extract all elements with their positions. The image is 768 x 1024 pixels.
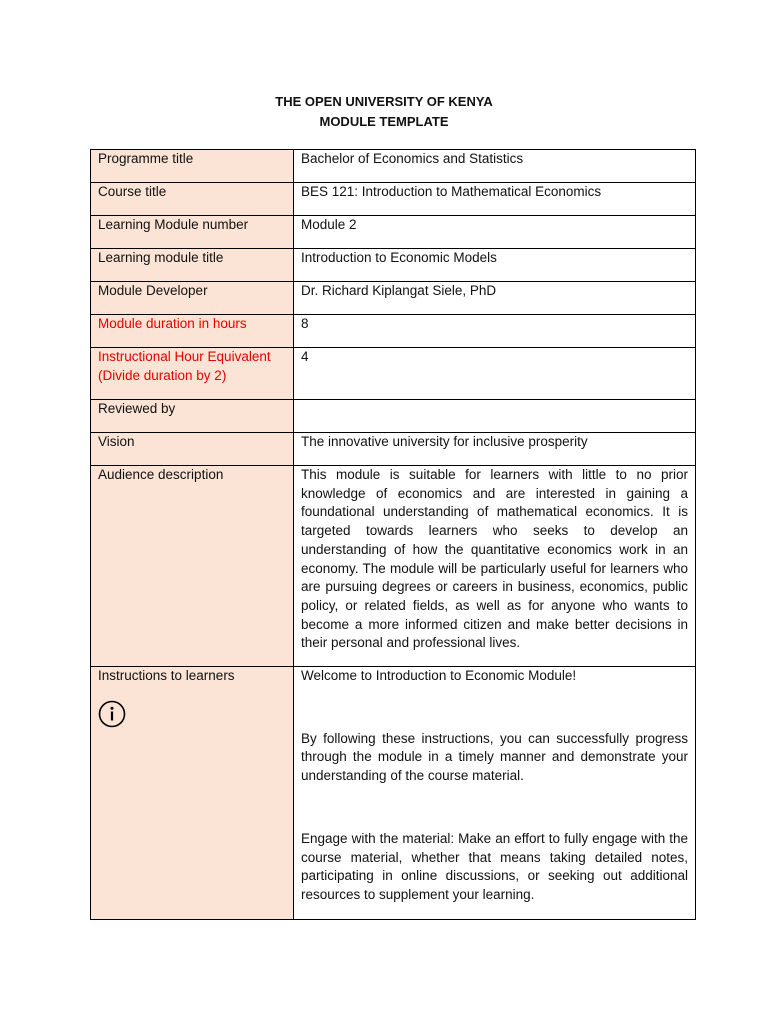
duration-value: 8 [294, 315, 696, 348]
table-row [91, 315, 696, 348]
table-row [91, 667, 696, 920]
audience-description-label: Audience description [91, 466, 294, 667]
instructions-label-cell [91, 667, 294, 920]
course-title-label: Course title [91, 183, 294, 216]
info-circle-icon [98, 700, 126, 728]
module-number-label: Learning Module number [91, 216, 294, 249]
university-title: THE OPEN UNIVERSITY OF KENYA [275, 94, 493, 109]
module-developer-label: Module Developer [91, 282, 294, 315]
table-row [91, 400, 696, 433]
table-row [91, 183, 696, 216]
table-row [91, 348, 696, 400]
programme-title-value: Bachelor of Economics and Statistics [294, 150, 696, 183]
instructions-label: Instructions to learners [98, 668, 235, 683]
module-number-value: Module 2 [294, 216, 696, 249]
document-heading [0, 92, 768, 132]
reviewed-by-label: Reviewed by [91, 400, 294, 433]
duration-label: Module duration in hours [91, 315, 294, 348]
instructional-hour-label-line1: Instructional Hour Equivalent [98, 349, 271, 364]
table-row [91, 150, 696, 183]
reviewed-by-value [294, 400, 696, 433]
instructions-progress: By following these instructions, you can successfully progress through the module in a timely manner and demonstrate your understanding of the course material. [301, 730, 688, 784]
vision-value: The innovative university for inclusive prosperity [294, 433, 696, 466]
instructions-engage: Engage with the material: Make an effort to fully engage with the course material, whether that means taking detailed notes, participating in online discussions, or seeking out additional resources to supplement your learning. [301, 830, 688, 902]
programme-title-label: Programme title [91, 150, 294, 183]
module-table [90, 149, 696, 920]
instructional-hour-label-line2: (Divide duration by 2) [98, 367, 227, 383]
table-row [91, 282, 696, 315]
module-title-value: Introduction to Economic Models [294, 249, 696, 282]
table-row [91, 249, 696, 282]
course-title-value: BES 121: Introduction to Mathematical Economics [294, 183, 696, 216]
module-title-label: Learning module title [91, 249, 294, 282]
template-title: MODULE TEMPLATE [319, 114, 449, 129]
table-row [91, 433, 696, 466]
table-row [91, 466, 696, 667]
vision-label: Vision [91, 433, 294, 466]
instructional-hour-value: 4 [294, 348, 696, 400]
instructional-hour-label [91, 348, 294, 400]
table-row [91, 216, 696, 249]
module-developer-value: Dr. Richard Kiplangat Siele, PhD [294, 282, 696, 315]
instructions-welcome: Welcome to Introduction to Economic Module! [301, 668, 577, 683]
audience-description-value: This module is suitable for learners with little to no prior knowledge of economics and are interested in gaining a foundational understanding of mathematical economics. It is targeted towards learners who seeks to develop an understanding of how the quantitative economics work in an economy. The module will be particularly useful for learners who are pursuing degrees or careers in business, economics, public policy, or related fields, as well as for anyone who wants to become a more informed citizen and make better decisions in their personal and professional lives. [294, 466, 696, 667]
instructions-value [294, 667, 696, 920]
